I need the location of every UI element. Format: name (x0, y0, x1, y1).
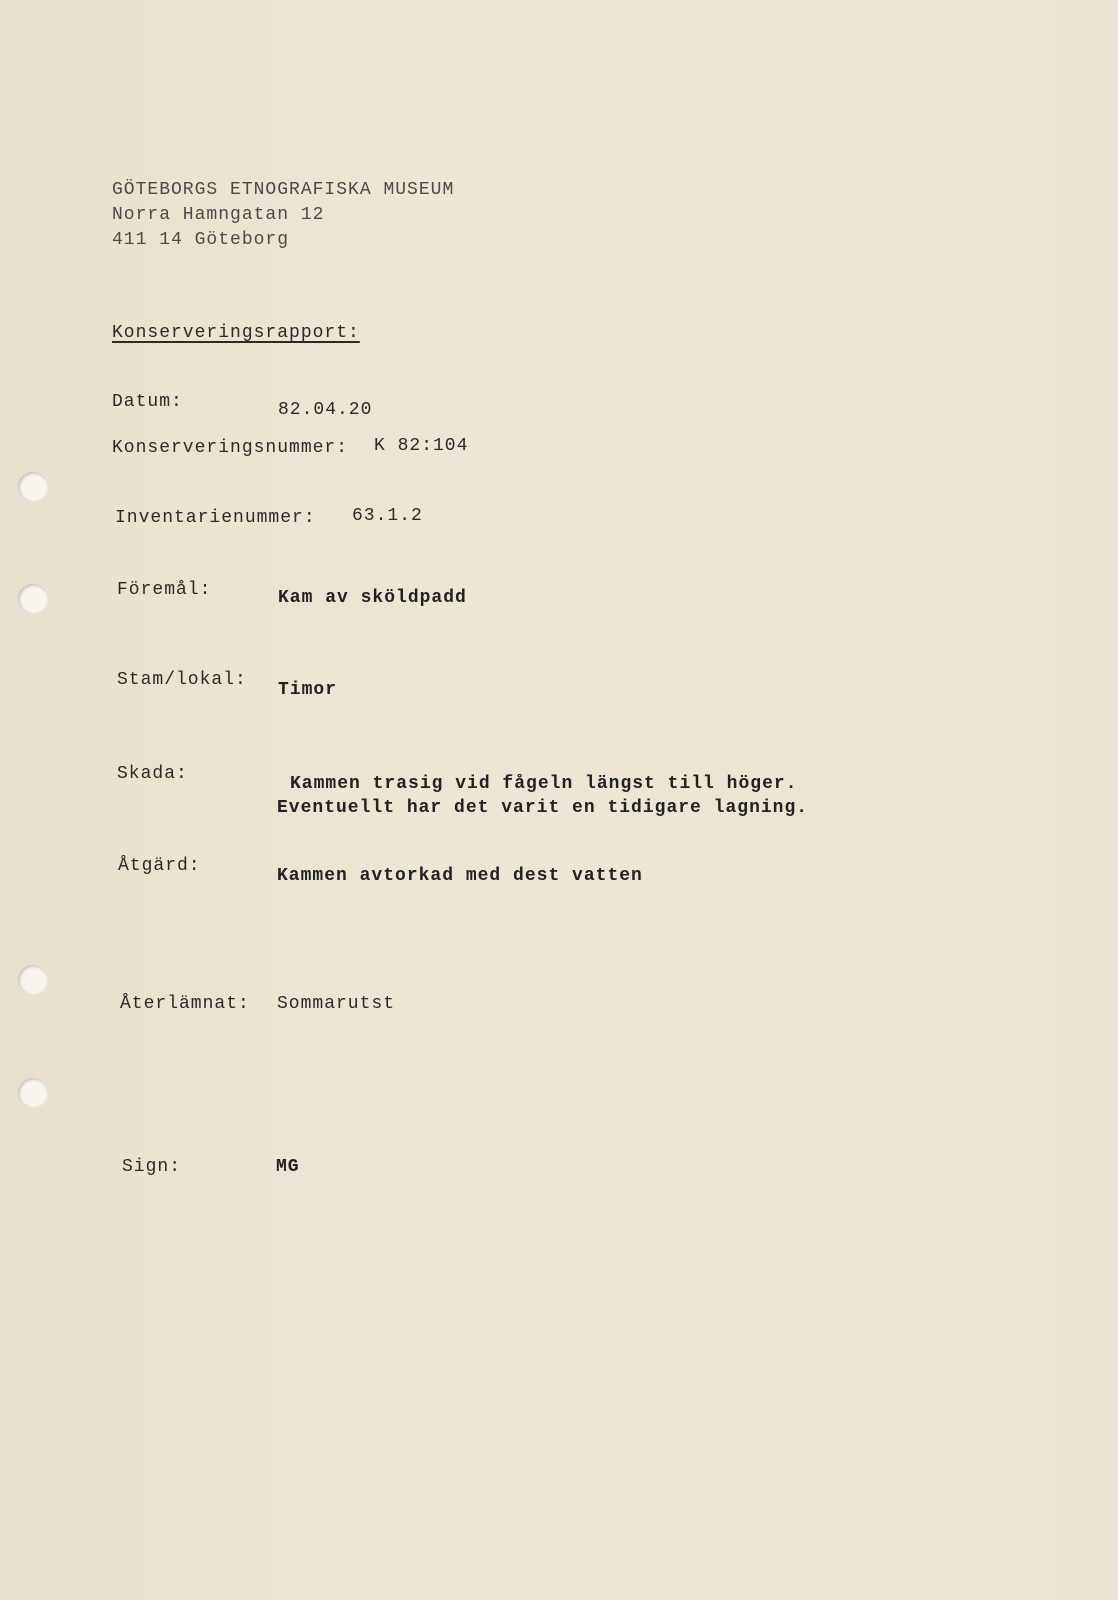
stam-lokal-value: Timor (278, 680, 338, 700)
punch-hole (18, 1078, 48, 1108)
datum-label: Datum: (112, 392, 183, 412)
skada-line-2: Eventuellt har det varit en tidigare lagning. (277, 798, 809, 818)
punch-hole (18, 965, 48, 995)
punch-hole (18, 472, 48, 502)
inventarienummer-value: 63.1.2 (352, 506, 423, 526)
foremal-label: Föremål: (117, 580, 212, 600)
aterlamnat-value: Sommarutst (277, 994, 396, 1014)
konserveringsnummer-value: K 82:104 (374, 436, 469, 456)
foremal-value: Kam av sköldpadd (278, 588, 467, 608)
atgard-value: Kammen avtorkad med dest vatten (277, 866, 643, 886)
skada-label: Skada: (117, 764, 188, 784)
stam-lokal-label: Stam/lokal: (117, 670, 247, 690)
konserveringsnummer-label: Konserveringsnummer: (112, 438, 349, 458)
sign-label: Sign: (122, 1157, 182, 1177)
skada-line-1: Kammen trasig vid fågeln längst till höger. (290, 774, 798, 794)
aterlamnat-label: Återlämnat: (120, 994, 250, 1014)
datum-value: 82.04.20 (278, 400, 373, 420)
museum-name: GÖTEBORGS ETNOGRAFISKA MUSEUM (112, 180, 455, 200)
museum-city: 411 14 Göteborg (112, 230, 290, 250)
atgard-label: Åtgärd: (118, 856, 201, 876)
museum-street: Norra Hamngatan 12 (112, 205, 325, 225)
sign-value: MG (276, 1157, 300, 1177)
report-title: Konserveringsrapport: (112, 323, 360, 343)
punch-hole (18, 584, 48, 614)
inventarienummer-label: Inventarienummer: (115, 508, 316, 528)
